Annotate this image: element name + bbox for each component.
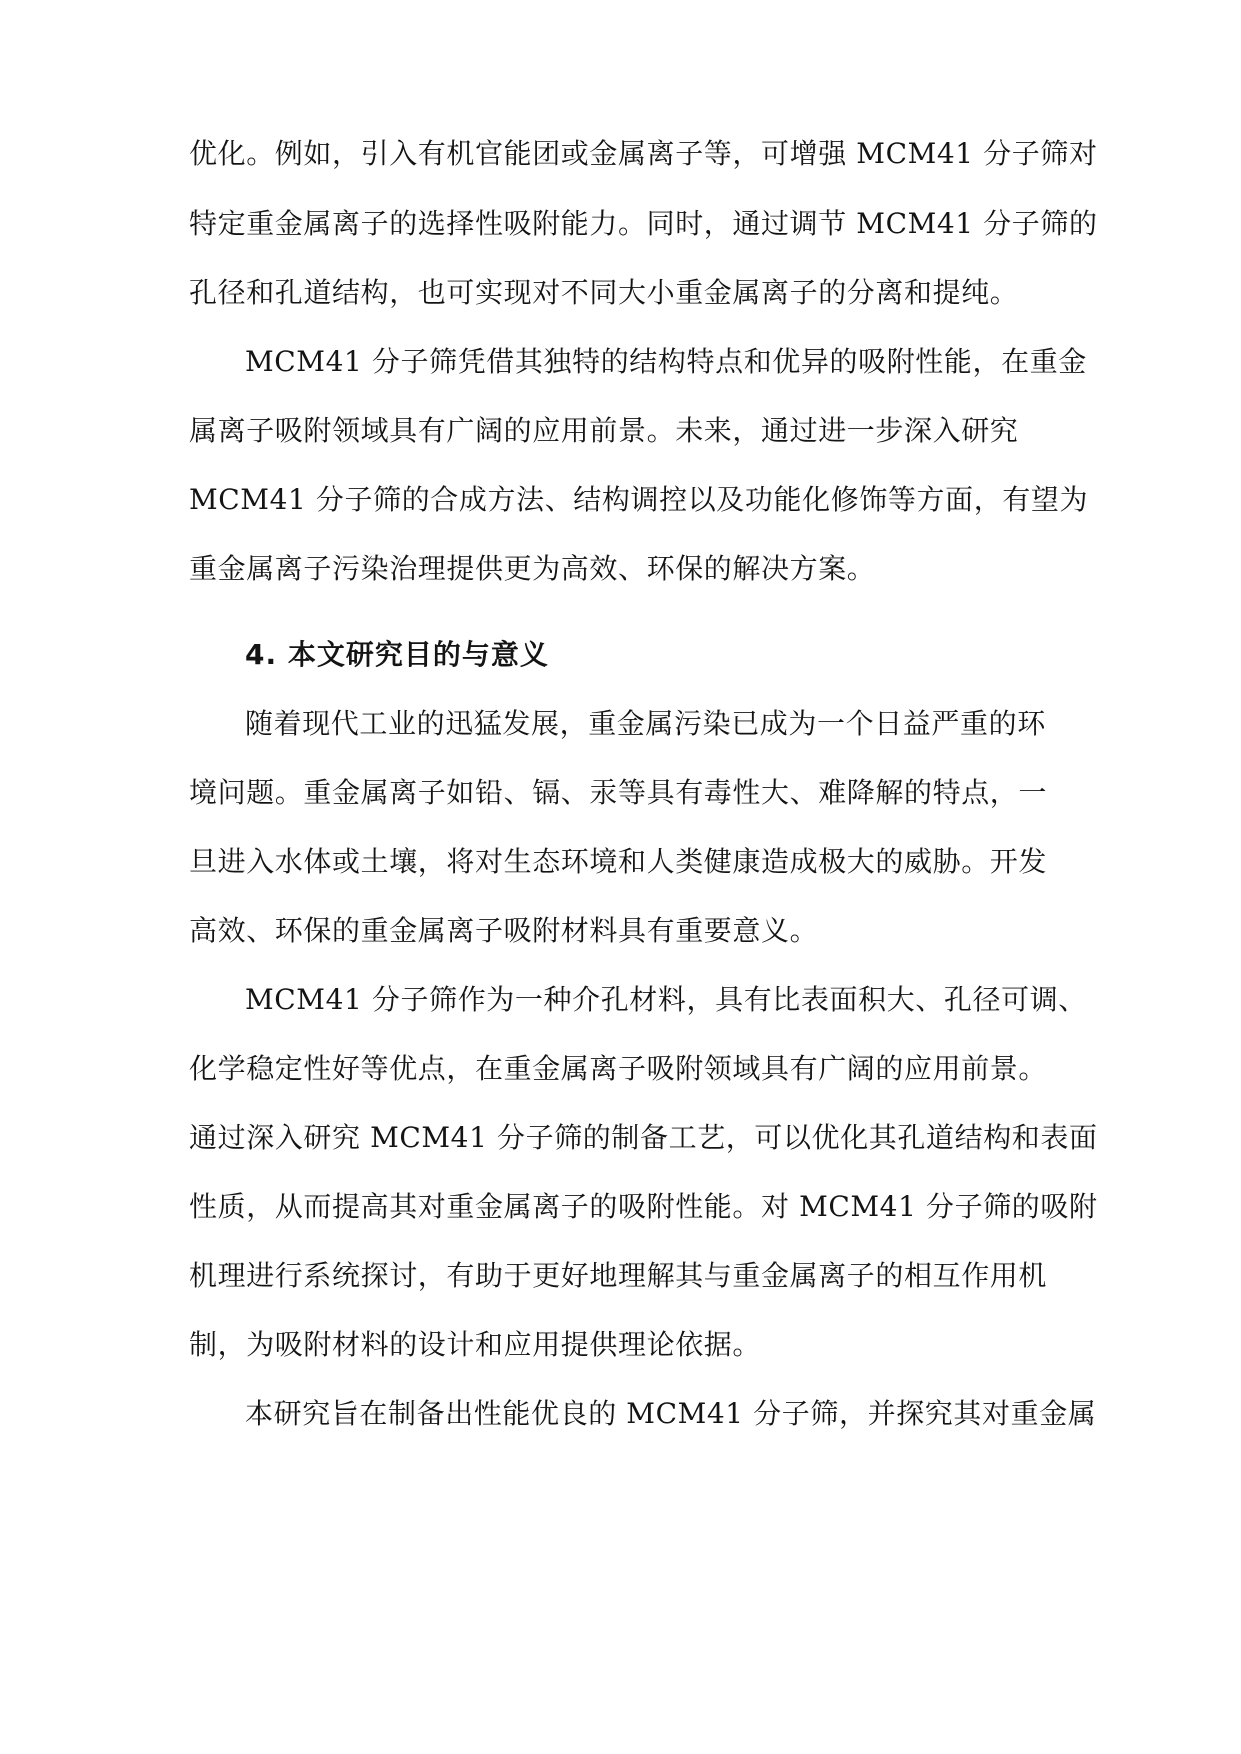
text-line: 通过深入研究 MCM41 分子筛的制备工艺，可以优化其孔道结构和表面 [189, 1121, 1098, 1154]
text-line: 随着现代工业的迅猛发展，重金属污染已成为一个日益严重的环 [245, 707, 1046, 740]
text-line: 性质，从而提高其对重金属离子的吸附性能。对 MCM41 分子筛的吸附 [189, 1190, 1098, 1223]
section-title: 本文研究目的与意义 [287, 638, 549, 671]
text-line: 机理进行系统探讨，有助于更好地理解其与重金属离子的相互作用机 [189, 1259, 1048, 1292]
text-line: 本研究旨在制备出性能优良的 MCM41 分子筛，并探究其对重金属 [245, 1397, 1097, 1430]
text-line: 高效、环保的重金属离子吸附材料具有重要意义。 [189, 914, 819, 947]
text-line: MCM41 分子筛凭借其独特的结构特点和优异的吸附性能，在重金 [245, 345, 1087, 378]
text-line: MCM41 分子筛作为一种介孔材料，具有比表面积大、孔径可调、 [245, 983, 1087, 1016]
text-line: 旦进入水体或土壤，将对生态环境和人类健康造成极大的威胁。开发 [189, 845, 1048, 878]
text-line: 孔径和孔道结构，也可实现对不同大小重金属离子的分离和提纯。 [189, 276, 1019, 309]
text-line: 属离子吸附领域具有广阔的应用前景。未来，通过进一步深入研究 [189, 414, 1019, 447]
text-line: 制，为吸附材料的设计和应用提供理论依据。 [189, 1328, 762, 1361]
section-heading [245, 633, 1125, 677]
text-line: 特定重金属离子的选择性吸附能力。同时，通过调节 MCM41 分子筛的 [189, 207, 1098, 240]
text-line: 优化。例如，引入有机官能团或金属离子等，可增强 MCM41 分子筛对 [189, 137, 1098, 170]
text-line: 重金属离子污染治理提供更为高效、环保的解决方案。 [189, 552, 876, 585]
section-number: 4. [245, 638, 278, 671]
text-line: MCM41 分子筛的合成方法、结构调控以及功能化修饰等方面，有望为 [189, 483, 1089, 516]
text-line: 化学稳定性好等优点，在重金属离子吸附领域具有广阔的应用前景。 [189, 1052, 1048, 1085]
text-line: 境问题。重金属离子如铅、镉、汞等具有毒性大、难降解的特点，一 [189, 776, 1048, 809]
